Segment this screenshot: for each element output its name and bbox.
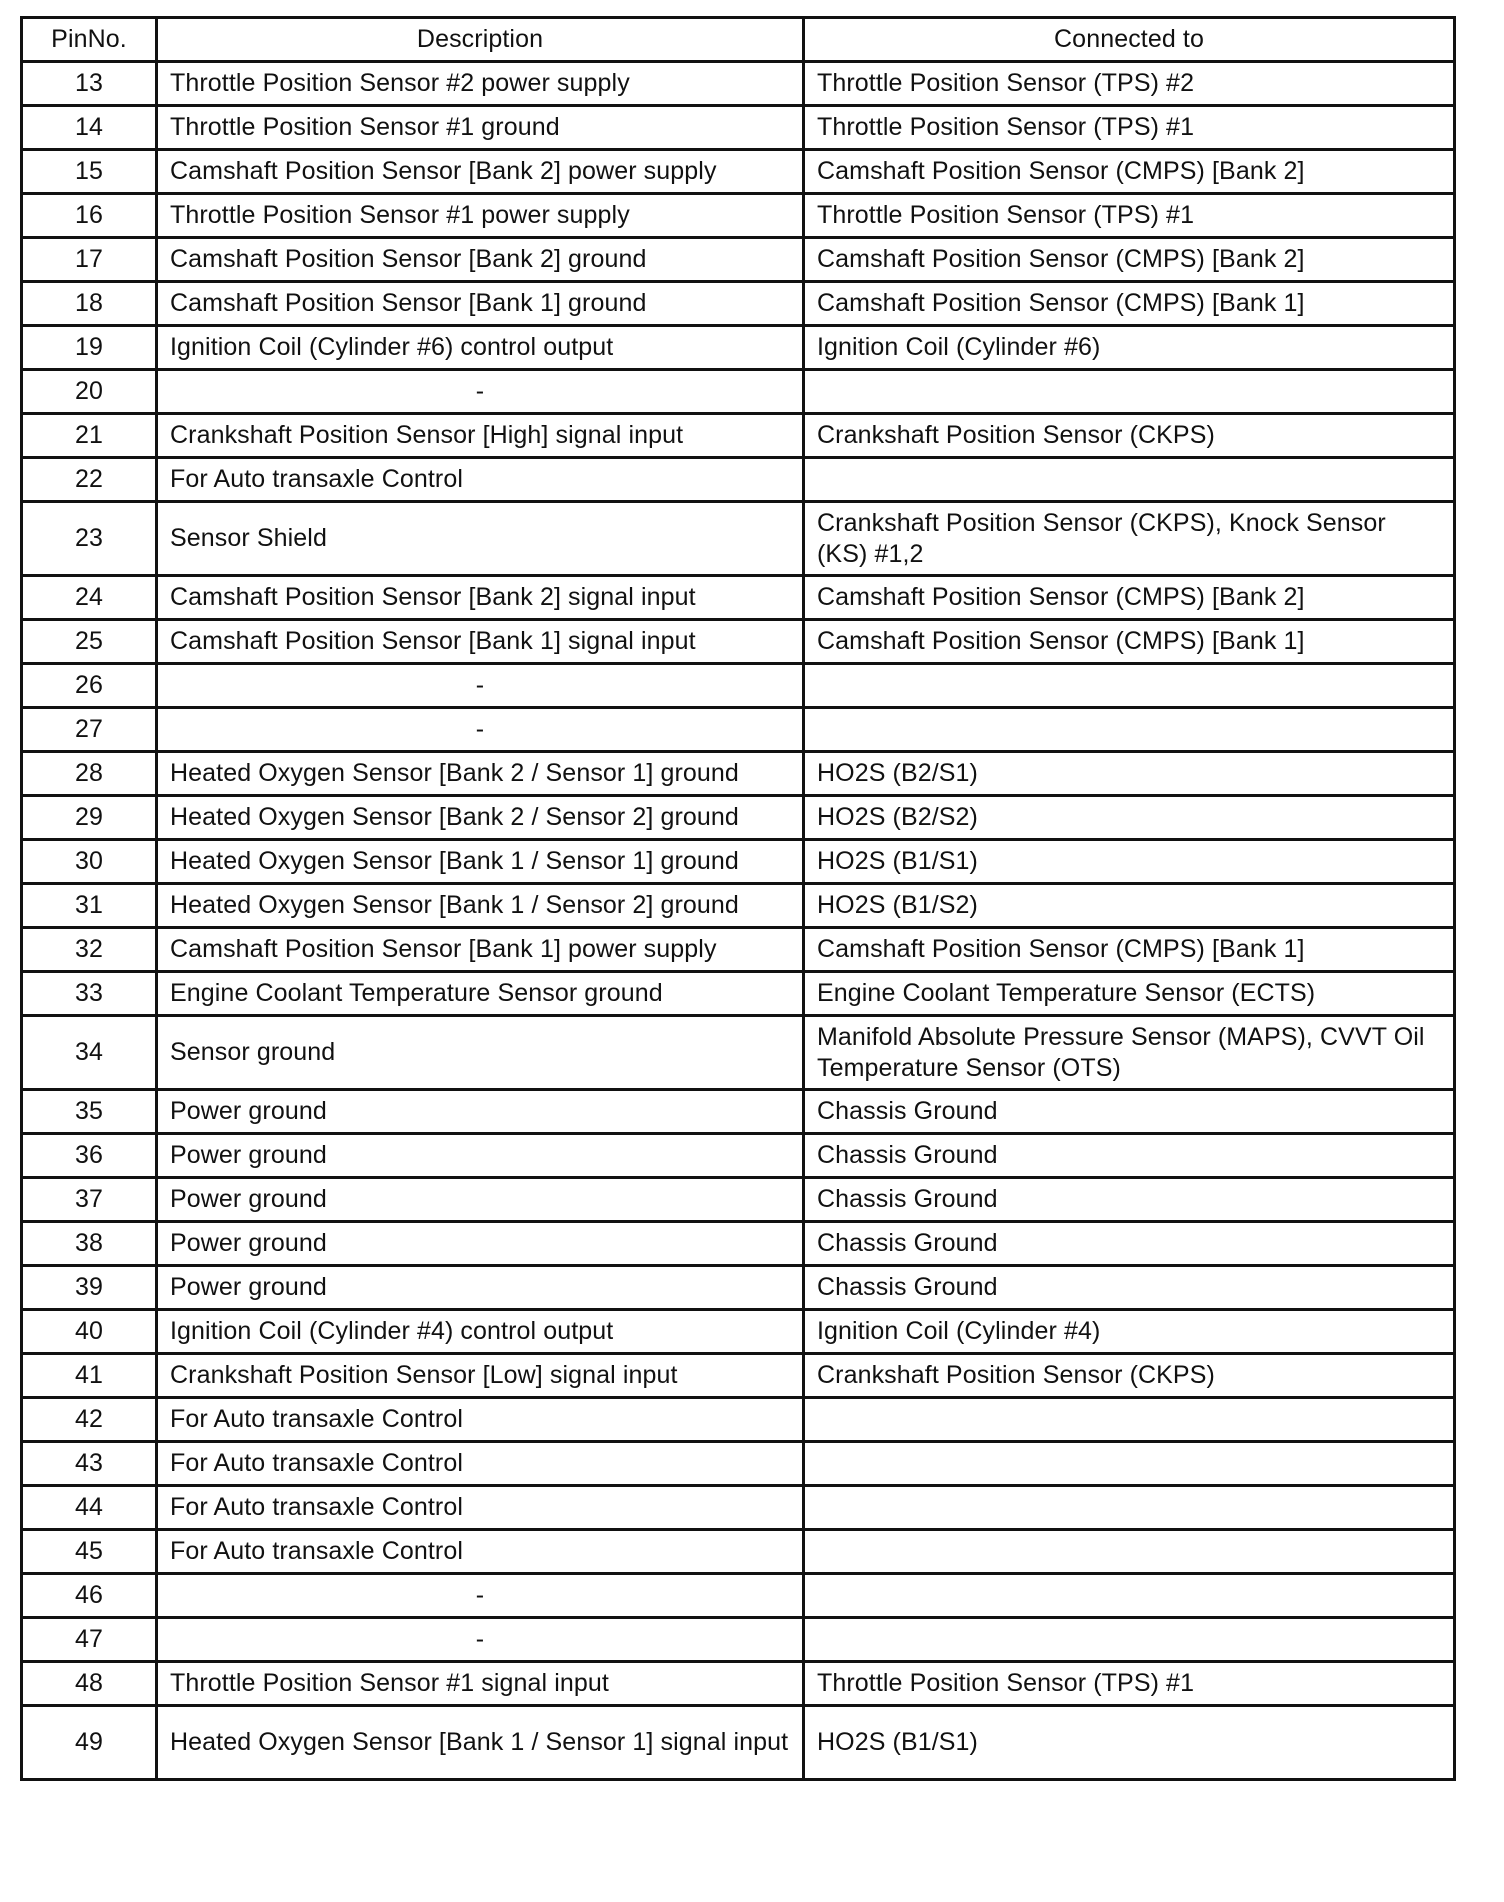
description-cell: For Auto transaxle Control bbox=[157, 1442, 804, 1486]
pin-number-cell: 27 bbox=[22, 708, 157, 752]
connected-to-cell bbox=[804, 458, 1455, 502]
description-cell: Heated Oxygen Sensor [Bank 2 / Sensor 2] ground bbox=[157, 796, 804, 840]
pin-number-cell: 21 bbox=[22, 414, 157, 458]
table-row bbox=[22, 840, 1455, 884]
description-cell: Sensor ground bbox=[157, 1016, 804, 1090]
table-row bbox=[22, 884, 1455, 928]
pin-number-cell: 28 bbox=[22, 752, 157, 796]
pin-number-cell: 18 bbox=[22, 282, 157, 326]
table-row bbox=[22, 1090, 1455, 1134]
connected-to-cell: Chassis Ground bbox=[804, 1134, 1455, 1178]
description-cell: Heated Oxygen Sensor [Bank 1 / Sensor 1] signal input bbox=[157, 1706, 804, 1780]
connected-to-cell: Camshaft Position Sensor (CMPS) [Bank 2] bbox=[804, 576, 1455, 620]
pin-number-cell: 33 bbox=[22, 972, 157, 1016]
header-connected-to: Connected to bbox=[804, 18, 1455, 62]
pin-connection-table bbox=[20, 16, 1456, 1781]
pin-number-cell: 25 bbox=[22, 620, 157, 664]
connected-to-cell: Throttle Position Sensor (TPS) #1 bbox=[804, 106, 1455, 150]
pin-number-cell: 45 bbox=[22, 1530, 157, 1574]
connected-to-cell bbox=[804, 1618, 1455, 1662]
description-cell: Throttle Position Sensor #1 power supply bbox=[157, 194, 804, 238]
description-cell: For Auto transaxle Control bbox=[157, 1398, 804, 1442]
table-row bbox=[22, 1618, 1455, 1662]
table-row bbox=[22, 708, 1455, 752]
connected-to-cell bbox=[804, 370, 1455, 414]
connected-to-cell: Camshaft Position Sensor (CMPS) [Bank 1] bbox=[804, 282, 1455, 326]
table-row bbox=[22, 1530, 1455, 1574]
connected-to-cell bbox=[804, 1574, 1455, 1618]
table-row bbox=[22, 1016, 1455, 1090]
pin-number-cell: 35 bbox=[22, 1090, 157, 1134]
description-cell: Camshaft Position Sensor [Bank 2] power supply bbox=[157, 150, 804, 194]
description-cell: Heated Oxygen Sensor [Bank 2 / Sensor 1] ground bbox=[157, 752, 804, 796]
description-cell: For Auto transaxle Control bbox=[157, 458, 804, 502]
pin-number-cell: 44 bbox=[22, 1486, 157, 1530]
pin-number-cell: 41 bbox=[22, 1354, 157, 1398]
description-cell: Power ground bbox=[157, 1178, 804, 1222]
table-row bbox=[22, 326, 1455, 370]
connected-to-cell: HO2S (B1/S1) bbox=[804, 840, 1455, 884]
description-cell: Camshaft Position Sensor [Bank 1] ground bbox=[157, 282, 804, 326]
description-cell: Power ground bbox=[157, 1090, 804, 1134]
table-row bbox=[22, 1178, 1455, 1222]
table-row bbox=[22, 150, 1455, 194]
table-row bbox=[22, 502, 1455, 576]
table-row bbox=[22, 1222, 1455, 1266]
pin-connection-document bbox=[20, 16, 1453, 1781]
table-row bbox=[22, 1574, 1455, 1618]
table-row bbox=[22, 928, 1455, 972]
description-cell: Power ground bbox=[157, 1222, 804, 1266]
description-cell: - bbox=[157, 370, 804, 414]
table-row bbox=[22, 1310, 1455, 1354]
table-row bbox=[22, 664, 1455, 708]
table-row bbox=[22, 282, 1455, 326]
table-row bbox=[22, 972, 1455, 1016]
connected-to-cell: Chassis Ground bbox=[804, 1222, 1455, 1266]
pin-number-cell: 36 bbox=[22, 1134, 157, 1178]
pin-number-cell: 49 bbox=[22, 1706, 157, 1780]
table-row bbox=[22, 620, 1455, 664]
connected-to-cell: Chassis Ground bbox=[804, 1266, 1455, 1310]
description-cell: Throttle Position Sensor #1 ground bbox=[157, 106, 804, 150]
pin-number-cell: 46 bbox=[22, 1574, 157, 1618]
connected-to-cell: HO2S (B1/S2) bbox=[804, 884, 1455, 928]
table-row bbox=[22, 414, 1455, 458]
pin-number-cell: 19 bbox=[22, 326, 157, 370]
pin-number-cell: 32 bbox=[22, 928, 157, 972]
table-row bbox=[22, 194, 1455, 238]
description-cell: For Auto transaxle Control bbox=[157, 1530, 804, 1574]
pin-number-cell: 30 bbox=[22, 840, 157, 884]
table-header-row bbox=[22, 18, 1455, 62]
pin-number-cell: 34 bbox=[22, 1016, 157, 1090]
pin-number-cell: 38 bbox=[22, 1222, 157, 1266]
description-cell: Heated Oxygen Sensor [Bank 1 / Sensor 1] ground bbox=[157, 840, 804, 884]
description-cell: Camshaft Position Sensor [Bank 2] signal input bbox=[157, 576, 804, 620]
pin-number-cell: 43 bbox=[22, 1442, 157, 1486]
pin-number-cell: 20 bbox=[22, 370, 157, 414]
description-cell: Camshaft Position Sensor [Bank 2] ground bbox=[157, 238, 804, 282]
description-cell: Ignition Coil (Cylinder #4) control output bbox=[157, 1310, 804, 1354]
table-row bbox=[22, 752, 1455, 796]
table-row bbox=[22, 1354, 1455, 1398]
description-cell: Power ground bbox=[157, 1134, 804, 1178]
pin-number-cell: 16 bbox=[22, 194, 157, 238]
description-cell: Engine Coolant Temperature Sensor ground bbox=[157, 972, 804, 1016]
table-body bbox=[22, 62, 1455, 1780]
pin-number-cell: 48 bbox=[22, 1662, 157, 1706]
connected-to-cell: Ignition Coil (Cylinder #6) bbox=[804, 326, 1455, 370]
pin-number-cell: 47 bbox=[22, 1618, 157, 1662]
pin-number-cell: 40 bbox=[22, 1310, 157, 1354]
connected-to-cell: Crankshaft Position Sensor (CKPS) bbox=[804, 1354, 1455, 1398]
table-row bbox=[22, 1662, 1455, 1706]
connected-to-cell: Crankshaft Position Sensor (CKPS), Knock Sensor (KS) #1,2 bbox=[804, 502, 1455, 576]
connected-to-cell bbox=[804, 664, 1455, 708]
connected-to-cell: Throttle Position Sensor (TPS) #1 bbox=[804, 1662, 1455, 1706]
table-row bbox=[22, 1266, 1455, 1310]
description-cell: For Auto transaxle Control bbox=[157, 1486, 804, 1530]
connected-to-cell: HO2S (B2/S1) bbox=[804, 752, 1455, 796]
table-row bbox=[22, 238, 1455, 282]
description-cell: Power ground bbox=[157, 1266, 804, 1310]
connected-to-cell bbox=[804, 1442, 1455, 1486]
table-row bbox=[22, 62, 1455, 106]
pin-number-cell: 24 bbox=[22, 576, 157, 620]
table-row bbox=[22, 1134, 1455, 1178]
pin-number-cell: 22 bbox=[22, 458, 157, 502]
table-row bbox=[22, 370, 1455, 414]
pin-number-cell: 42 bbox=[22, 1398, 157, 1442]
connected-to-cell: Engine Coolant Temperature Sensor (ECTS) bbox=[804, 972, 1455, 1016]
connected-to-cell: Camshaft Position Sensor (CMPS) [Bank 2] bbox=[804, 150, 1455, 194]
connected-to-cell: Throttle Position Sensor (TPS) #1 bbox=[804, 194, 1455, 238]
connected-to-cell: Chassis Ground bbox=[804, 1178, 1455, 1222]
description-cell: - bbox=[157, 1618, 804, 1662]
pin-number-cell: 23 bbox=[22, 502, 157, 576]
connected-to-cell: Throttle Position Sensor (TPS) #2 bbox=[804, 62, 1455, 106]
connected-to-cell bbox=[804, 708, 1455, 752]
description-cell: - bbox=[157, 1574, 804, 1618]
description-cell: - bbox=[157, 708, 804, 752]
connected-to-cell: HO2S (B1/S1) bbox=[804, 1706, 1455, 1780]
connected-to-cell bbox=[804, 1398, 1455, 1442]
connected-to-cell: Camshaft Position Sensor (CMPS) [Bank 1] bbox=[804, 620, 1455, 664]
connected-to-cell: Manifold Absolute Pressure Sensor (MAPS), CVVT Oil Temperature Sensor (OTS) bbox=[804, 1016, 1455, 1090]
header-pin-number: PinNo. bbox=[22, 18, 157, 62]
description-cell: Camshaft Position Sensor [Bank 1] signal input bbox=[157, 620, 804, 664]
pin-number-cell: 13 bbox=[22, 62, 157, 106]
table-row bbox=[22, 1706, 1455, 1780]
description-cell: Sensor Shield bbox=[157, 502, 804, 576]
description-cell: - bbox=[157, 664, 804, 708]
pin-number-cell: 29 bbox=[22, 796, 157, 840]
description-cell: Throttle Position Sensor #1 signal input bbox=[157, 1662, 804, 1706]
table-row bbox=[22, 576, 1455, 620]
connected-to-cell: Camshaft Position Sensor (CMPS) [Bank 2] bbox=[804, 238, 1455, 282]
table-row bbox=[22, 1442, 1455, 1486]
connected-to-cell: Camshaft Position Sensor (CMPS) [Bank 1] bbox=[804, 928, 1455, 972]
table-row bbox=[22, 458, 1455, 502]
description-cell: Heated Oxygen Sensor [Bank 1 / Sensor 2] ground bbox=[157, 884, 804, 928]
connected-to-cell bbox=[804, 1530, 1455, 1574]
table-row bbox=[22, 796, 1455, 840]
pin-number-cell: 26 bbox=[22, 664, 157, 708]
pin-number-cell: 17 bbox=[22, 238, 157, 282]
pin-number-cell: 14 bbox=[22, 106, 157, 150]
connected-to-cell: Crankshaft Position Sensor (CKPS) bbox=[804, 414, 1455, 458]
connected-to-cell: HO2S (B2/S2) bbox=[804, 796, 1455, 840]
connected-to-cell: Ignition Coil (Cylinder #4) bbox=[804, 1310, 1455, 1354]
pin-number-cell: 37 bbox=[22, 1178, 157, 1222]
connected-to-cell bbox=[804, 1486, 1455, 1530]
description-cell: Ignition Coil (Cylinder #6) control output bbox=[157, 326, 804, 370]
pin-number-cell: 15 bbox=[22, 150, 157, 194]
table-row bbox=[22, 106, 1455, 150]
description-cell: Crankshaft Position Sensor [Low] signal input bbox=[157, 1354, 804, 1398]
header-description: Description bbox=[157, 18, 804, 62]
table-row bbox=[22, 1398, 1455, 1442]
description-cell: Throttle Position Sensor #2 power supply bbox=[157, 62, 804, 106]
pin-number-cell: 31 bbox=[22, 884, 157, 928]
connected-to-cell: Chassis Ground bbox=[804, 1090, 1455, 1134]
pin-number-cell: 39 bbox=[22, 1266, 157, 1310]
description-cell: Camshaft Position Sensor [Bank 1] power supply bbox=[157, 928, 804, 972]
description-cell: Crankshaft Position Sensor [High] signal input bbox=[157, 414, 804, 458]
table-row bbox=[22, 1486, 1455, 1530]
